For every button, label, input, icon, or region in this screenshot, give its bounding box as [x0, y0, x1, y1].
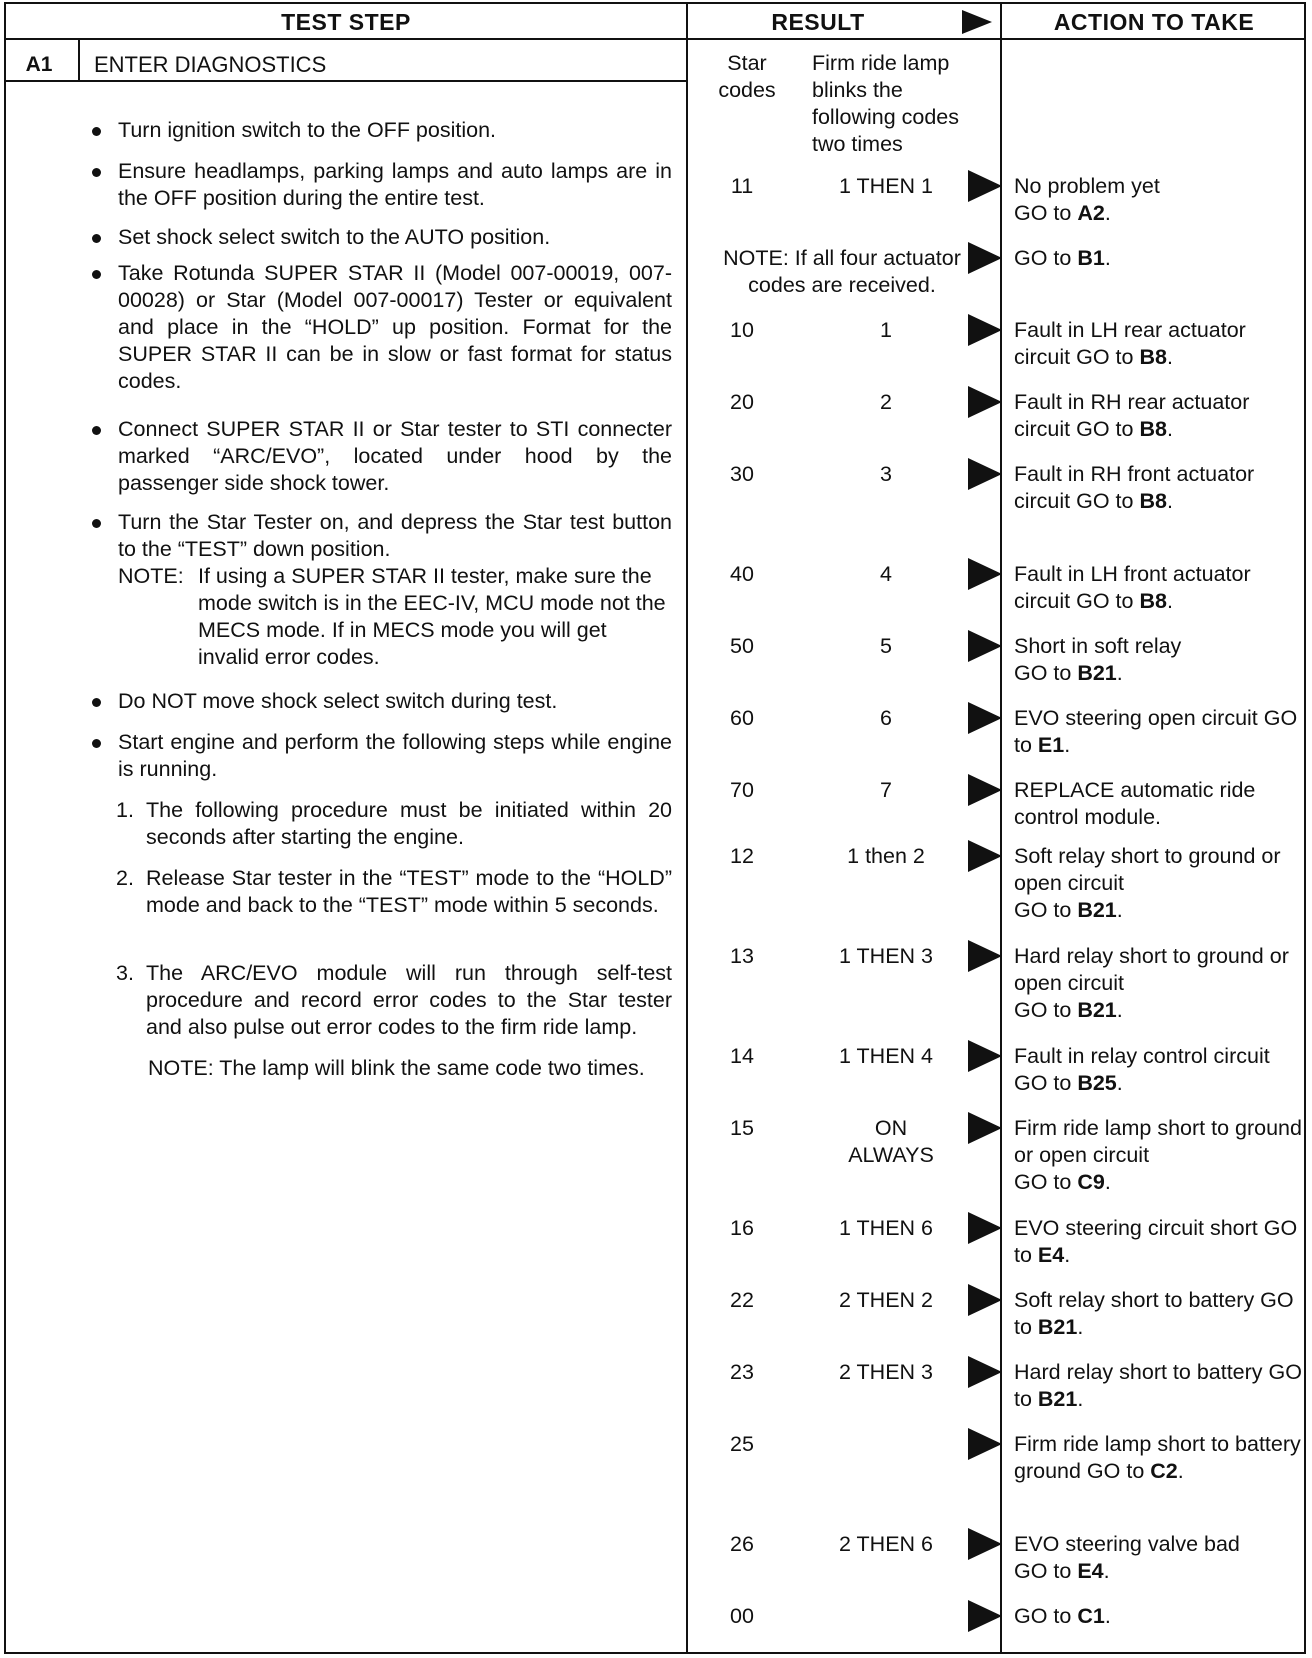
procedure-bullet [92, 729, 672, 783]
star-code: 23 [730, 1360, 754, 1384]
bullet-icon [92, 426, 101, 435]
result-arrow-icon [968, 840, 1002, 872]
action-text [1014, 843, 1304, 924]
result-arrow-icon [968, 558, 1002, 590]
action-text [1014, 1043, 1304, 1097]
action-description: EVO steering open circuit [1014, 706, 1258, 730]
action-text [1014, 633, 1304, 687]
action-suffix: . [1103, 1559, 1110, 1583]
action-suffix: . [1064, 733, 1071, 757]
action-text [1014, 561, 1304, 615]
action-description: EVO steering valve bad [1014, 1532, 1240, 1556]
action-description: Soft relay short to ground or open circuit [1014, 844, 1281, 895]
column-divider-result [686, 2, 688, 1654]
action-go-prefix: GO to [1014, 1604, 1078, 1628]
star-code: 20 [730, 390, 754, 414]
action-description: EVO steering circuit short [1014, 1216, 1258, 1240]
action-suffix: . [1166, 417, 1173, 441]
action-ref: B21 [1037, 1387, 1078, 1411]
bullet-icon [92, 519, 101, 528]
star-code: 16 [730, 1216, 754, 1240]
numbered-step-label: 2. [116, 866, 134, 890]
action-suffix: . [1064, 1243, 1071, 1267]
bullet-icon [92, 234, 101, 243]
action-ref: B21 [1037, 1315, 1078, 1339]
result-arrow-icon [968, 1284, 1002, 1316]
action-text [1014, 1603, 1304, 1630]
star-code: 60 [730, 706, 754, 730]
action-ref: C1 [1077, 1604, 1105, 1628]
blink-code: 6 [880, 706, 892, 730]
result-arrow-icon [968, 1600, 1002, 1632]
numbered-step [116, 797, 672, 851]
blink-code: 1 THEN 4 [839, 1044, 933, 1068]
step-id-divider [78, 38, 80, 82]
action-suffix: . [1166, 345, 1173, 369]
action-ref: B25 [1077, 1071, 1117, 1095]
action-text [1014, 1287, 1304, 1341]
result-arrow-icon [968, 386, 1002, 418]
action-suffix: . [1116, 1071, 1123, 1095]
action-text [1014, 1531, 1304, 1585]
result-arrow-icon [968, 1428, 1002, 1460]
blink-code: 1 THEN 1 [839, 174, 933, 198]
action-description: Fault in RH front actuator circuit GO to [1014, 462, 1255, 513]
result-arrow-icon [968, 940, 1002, 972]
step-title: ENTER DIAGNOSTICS [94, 52, 327, 77]
blink-code: 1 [880, 318, 892, 342]
result-arrow-icon [968, 702, 1002, 734]
action-go-prefix: GO to [1070, 589, 1140, 613]
action-description: Firm ride lamp short to battery ground GO to [1014, 1432, 1301, 1483]
action-ref: B21 [1077, 661, 1117, 685]
action-text [1014, 1115, 1304, 1196]
action-go-prefix: GO to [1014, 201, 1078, 225]
note-action-suffix: . [1104, 246, 1111, 270]
bullet-icon [92, 698, 101, 707]
result-arrow-icon [968, 774, 1002, 806]
blink-code: 3 [880, 462, 892, 486]
action-ref: B21 [1077, 898, 1117, 922]
star-code: 30 [730, 462, 754, 486]
action-ref: C9 [1077, 1170, 1105, 1194]
action-description: Firm ride lamp short to ground or open circuit [1014, 1116, 1302, 1167]
action-ref: B8 [1139, 345, 1167, 369]
action-suffix: . [1116, 661, 1123, 685]
blink-code: 5 [880, 634, 892, 658]
star-code: 26 [730, 1532, 754, 1556]
result-arrow-icon [962, 10, 992, 34]
action-suffix: . [1116, 998, 1123, 1022]
star-code: 12 [730, 844, 754, 868]
action-description: Fault in RH rear actuator circuit [1014, 390, 1250, 441]
action-suffix: . [1104, 1170, 1111, 1194]
star-code: 11 [730, 174, 754, 198]
bullet-text: Ensure headlamps, parking lamps and auto lamps are in the OFF position during the entire test. [118, 159, 672, 210]
result-arrow-icon [968, 1212, 1002, 1244]
action-ref: C2 [1150, 1459, 1178, 1483]
numbered-step [116, 960, 672, 1041]
star-code: 40 [730, 562, 754, 586]
blink-code: 7 [880, 778, 892, 802]
action-description: Hard relay short to battery [1014, 1360, 1263, 1384]
action-ref: A2 [1077, 201, 1105, 225]
action-text [1014, 389, 1304, 443]
action-text [1014, 1431, 1304, 1485]
action-suffix: . [1166, 589, 1173, 613]
procedure-bullet [92, 117, 672, 144]
result-arrow-icon [968, 630, 1002, 662]
star-code: 70 [730, 778, 754, 802]
action-ref: E4 [1077, 1559, 1104, 1583]
action-description: Fault in LH front actuator circuit [1014, 562, 1251, 613]
action-text [1014, 317, 1304, 371]
action-ref: B8 [1139, 417, 1167, 441]
bullet-text: Set shock select switch to the AUTO position. [118, 225, 551, 249]
result-arrow-icon [968, 170, 1002, 202]
action-text [1014, 1215, 1304, 1269]
bullet-text: Do NOT move shock select switch during test. [118, 689, 558, 713]
action-suffix: . [1077, 1387, 1084, 1411]
action-go-prefix: GO to [1014, 898, 1078, 922]
action-ref: E1 [1037, 733, 1065, 757]
action-suffix: . [1104, 201, 1111, 225]
action-text [1014, 777, 1304, 831]
action-go-prefix: GO to [1014, 1170, 1078, 1194]
star-code: 25 [730, 1432, 754, 1456]
bullet-icon [92, 168, 101, 177]
blink-code: ON ALWAYS [848, 1116, 934, 1167]
bullet-text: Connect SUPER STAR II or Star tester to STI connecter marked “ARC/EVO”, located under hood by the passenger side shock tower. [118, 417, 672, 495]
action-go-prefix: GO to [1014, 1288, 1294, 1339]
numbered-step-label: 1. [116, 798, 134, 822]
star-code: 13 [730, 944, 754, 968]
procedure-bullet [92, 158, 672, 212]
note-arrow-icon [968, 242, 1002, 274]
procedure-bullet [92, 509, 672, 563]
action-text [1014, 461, 1304, 515]
result-arrow-icon [968, 1040, 1002, 1072]
result-arrow-icon [968, 314, 1002, 346]
action-description: Fault in relay control circuit [1014, 1044, 1270, 1068]
star-code: 14 [730, 1044, 754, 1068]
action-ref: B21 [1077, 998, 1117, 1022]
star-code: 22 [730, 1288, 754, 1312]
blink-code: 2 THEN 3 [839, 1360, 933, 1384]
blink-code: 1 THEN 6 [839, 1216, 933, 1240]
bullet-icon [92, 270, 101, 279]
procedure-bullet [92, 260, 672, 395]
bullet-text: Turn the Star Tester on, and depress the Star test button to the “TEST” down position. [118, 510, 672, 561]
bullet-text: Start engine and perform the following steps while engine is running. [118, 730, 672, 781]
star-code: 00 [730, 1604, 754, 1628]
result-arrow-icon [968, 1112, 1002, 1144]
bullet-text: Turn ignition switch to the OFF position. [118, 118, 497, 142]
action-description: Fault in LH rear actuator circuit [1014, 318, 1246, 369]
action-go-prefix: GO to [1014, 1071, 1078, 1095]
result-arrow-icon [968, 458, 1002, 490]
action-go-prefix: GO to [1014, 661, 1078, 685]
step-id: A1 [25, 53, 53, 76]
bullet-icon [92, 739, 101, 748]
action-go-prefix: GO to [1070, 345, 1140, 369]
note-action [1014, 245, 1304, 272]
action-go-prefix: GO to [1014, 1360, 1302, 1411]
action-go-prefix: GO to [1014, 706, 1298, 757]
action-ref: B8 [1139, 589, 1167, 613]
numbered-step-text: Release Star tester in the “TEST” mode to the “HOLD” mode and back to the “TEST” mode within 5 seconds. [146, 866, 672, 917]
action-text [1014, 943, 1304, 1024]
header-result: RESULT [771, 8, 865, 35]
tester-note-text: If using a SUPER STAR II tester, make sure the mode switch is in the EEC-IV, MCU mode not the MECS mode. If in MECS mode you will get invalid error codes. [198, 564, 666, 669]
blink-code: 1 THEN 3 [839, 944, 933, 968]
header-test-step: TEST STEP [281, 8, 411, 35]
action-description: Soft relay short to battery [1014, 1288, 1255, 1312]
action-suffix: . [1104, 1604, 1111, 1628]
action-ref: B8 [1139, 489, 1167, 513]
note-action-ref: B1 [1077, 246, 1105, 270]
numbered-step-text: The ARC/EVO module will run through self-test procedure and record error codes to the Star tester and also pulse out error codes to the firm ride lamp. [146, 961, 672, 1039]
blink-codes-label: Firm ride lamp blinks the following codes two times [812, 51, 960, 156]
procedure-bullet [92, 688, 672, 715]
action-text [1014, 705, 1304, 759]
action-ref: E4 [1037, 1243, 1065, 1267]
action-description: Short in soft relay [1014, 634, 1182, 658]
action-description: REPLACE automatic ride control module. [1014, 778, 1256, 829]
numbered-step-text: The following procedure must be initiated within 20 seconds after starting the engine. [146, 798, 672, 849]
actuator-note: NOTE: If all four actuator codes are received. [723, 246, 961, 297]
action-go-prefix: GO to [1014, 1216, 1298, 1267]
header-action: ACTION TO TAKE [1053, 8, 1255, 35]
bullet-text: Take Rotunda SUPER STAR II (Model 007-00019, 007-00028) or Star (Model 007-00017) Tester or equivalent and place in the “HOLD” up position. Format for the SUPER STAR II can be in slow or fast format for status codes. [118, 261, 672, 393]
action-go-prefix: GO to [1014, 998, 1078, 1022]
blink-code: 2 THEN 6 [839, 1532, 933, 1556]
bullet-icon [92, 127, 101, 136]
star-code: 50 [730, 634, 754, 658]
blink-code: 4 [880, 562, 892, 586]
action-text [1014, 173, 1304, 227]
blink-code: 1 then 2 [847, 844, 925, 868]
action-description: Hard relay short to ground or open circuit [1014, 944, 1289, 995]
note-action-prefix: GO to [1014, 246, 1078, 270]
numbered-step [116, 865, 672, 919]
action-suffix: . [1077, 1315, 1084, 1339]
result-arrow-icon [968, 1528, 1002, 1560]
lamp-note: NOTE: The lamp will blink the same code two times. [148, 1056, 645, 1080]
action-suffix: . [1166, 489, 1173, 513]
action-go-prefix: GO to [1070, 417, 1140, 441]
action-go-prefix: GO to [1014, 1559, 1078, 1583]
star-code: 15 [730, 1116, 754, 1140]
result-arrow-icon [968, 1356, 1002, 1388]
action-suffix: . [1177, 1459, 1184, 1483]
action-description: No problem yet [1014, 174, 1160, 198]
star-code: 10 [730, 318, 754, 342]
tester-note [118, 563, 672, 671]
blink-code: 2 THEN 2 [839, 1288, 933, 1312]
numbered-step-label: 3. [116, 961, 134, 985]
procedure-bullet [92, 416, 672, 497]
star-codes-label: Star codes [718, 51, 776, 102]
action-suffix: . [1116, 898, 1123, 922]
action-text [1014, 1359, 1304, 1413]
procedure-bullet [92, 224, 672, 251]
blink-code: 2 [880, 390, 892, 414]
tester-note-label: NOTE: [118, 564, 184, 588]
